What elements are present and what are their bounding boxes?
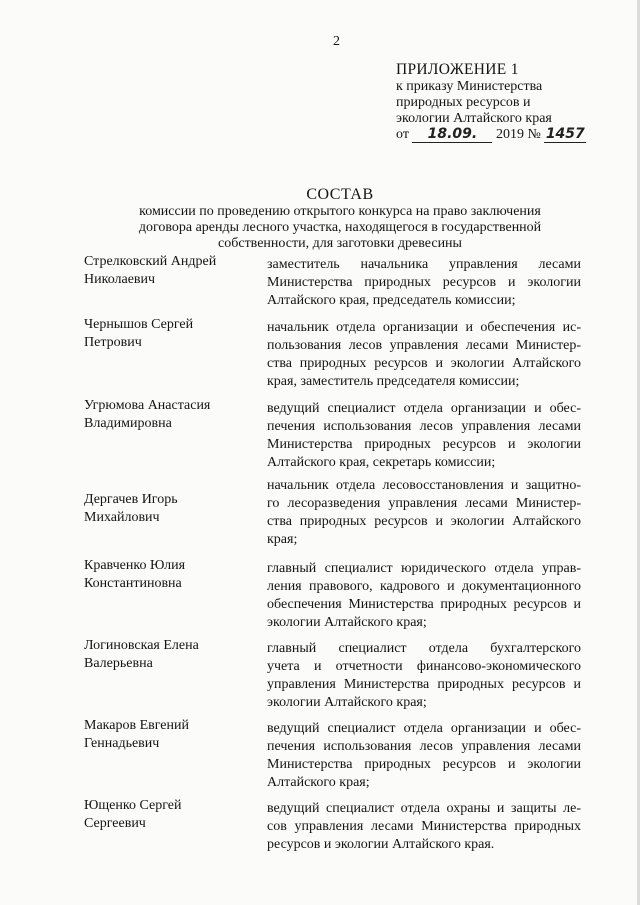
member-role xyxy=(267,720,581,792)
page-number: 2 xyxy=(333,34,340,49)
member-role xyxy=(267,319,581,391)
member-role-line: Министерства природных ресурсов и экологии xyxy=(267,437,581,452)
member-role-line: пользования лесов управления лесами Министер- xyxy=(267,338,581,353)
order-year: 2019 № xyxy=(495,127,541,142)
heading-subtitle-line: договора аренды лесного участка, находящегося в государственной xyxy=(138,220,542,235)
member-name xyxy=(84,797,254,833)
member-role-line: главный специалист отдела бухгалтерского xyxy=(267,641,581,656)
member-role-line: го лесоразведения управления лесами Министер- xyxy=(267,496,581,511)
member-name-line: Макаров Евгений xyxy=(84,718,189,733)
heading-subtitle-line: комиссии по проведению открытого конкурса на право заключения xyxy=(139,204,541,219)
member-role-line: ведущий специалист отдела организации и обес- xyxy=(267,721,581,736)
member-role-line: главный специалист юридического отдела управ- xyxy=(267,561,581,576)
member-role-line: экологии Алтайского края; xyxy=(267,615,427,630)
member-name xyxy=(84,253,254,289)
member-name-line: Николаевич xyxy=(84,272,156,287)
member-name-line: Дергачев Игорь xyxy=(84,492,178,507)
member-role-line: начальник отдела лесовосстановления и защитно- xyxy=(267,478,581,493)
order-date-handwritten: 18.09. xyxy=(427,126,478,142)
member-role-line: края; xyxy=(267,532,298,547)
heading-title: СОСТАВ xyxy=(306,186,374,203)
order-date-line xyxy=(396,127,636,143)
member-role xyxy=(267,640,581,712)
member-name-line: Стрелковский Андрей xyxy=(84,254,217,269)
member-name xyxy=(84,491,254,527)
appendix-title: ПРИЛОЖЕНИЕ 1 xyxy=(396,61,519,78)
member-name-line: Кравченко Юлия xyxy=(84,558,186,573)
heading-subtitle-line: собственности, для заготовки древесины xyxy=(218,236,462,251)
member-role-line: печения использования лесов управления лесами xyxy=(267,419,581,434)
member-role-line: экологии Алтайского края; xyxy=(267,695,427,710)
member-role-line: ведущий специалист отдела охраны и защиты ле- xyxy=(267,801,581,816)
member-name xyxy=(84,397,254,433)
member-name-line: Петрович xyxy=(84,335,142,350)
member-role-line: управления Министерства природных ресурсов и xyxy=(267,677,581,692)
member-name-line: Логиновская Елена xyxy=(84,638,199,653)
member-name-line: Константиновна xyxy=(84,576,182,591)
member-role-line: Алтайского края, секретарь комиссии; xyxy=(267,455,496,470)
member-role-line: печения использования лесов управления лесами xyxy=(267,739,581,754)
appendix-line: к приказу Министерства xyxy=(396,79,543,94)
member-role-line: Министерства природных ресурсов и экологии xyxy=(267,757,581,772)
member-role xyxy=(267,560,581,632)
member-role xyxy=(267,400,581,472)
member-name xyxy=(84,717,254,753)
member-name-line: Ющенко Сергей xyxy=(84,798,182,813)
appendix-header xyxy=(396,61,636,143)
member-role-line: учета и отчетности финансово-экономического xyxy=(267,659,581,674)
date-prefix: от xyxy=(396,127,409,142)
member-role xyxy=(267,800,581,854)
member-role-line: края, заместитель председателя комиссии; xyxy=(267,374,520,389)
member-role-line: заместитель начальника управления лесами xyxy=(267,257,581,272)
appendix-line: природных ресурсов и xyxy=(396,95,531,110)
member-name xyxy=(84,637,254,673)
member-name xyxy=(84,316,254,352)
member-role-line: Алтайского края; xyxy=(267,775,370,790)
member-name-line: Геннадьевич xyxy=(84,736,160,751)
member-name-line: Михайлович xyxy=(84,510,160,525)
member-role-line: ресурсов и экологии Алтайского края. xyxy=(267,837,495,852)
order-number-handwritten: 1457 xyxy=(545,126,585,142)
document-heading xyxy=(100,186,580,252)
order-number-field xyxy=(544,127,586,143)
member-name-line: Чернышов Сергей xyxy=(84,317,194,332)
member-role-line: Министерства природных ресурсов и экологии xyxy=(267,275,581,290)
member-role-line: Алтайского края, председатель комиссии; xyxy=(267,293,516,308)
member-role-line: ства природных ресурсов и экологии Алтайского xyxy=(267,356,581,371)
member-role-line: ления правового, кадрового и документационного xyxy=(267,579,581,594)
member-name-line: Угрюмова Анастасия xyxy=(84,398,211,413)
member-role-line: начальник отдела организации и обеспечения ис- xyxy=(267,320,581,335)
member-name-line: Сергеевич xyxy=(84,816,146,831)
member-role-line: сов управления лесами Министерства природных xyxy=(267,819,581,834)
order-date-field xyxy=(412,127,492,143)
member-name-line: Владимировна xyxy=(84,416,172,431)
member-role xyxy=(267,256,581,310)
appendix-line: экологии Алтайского края xyxy=(396,111,552,126)
member-role xyxy=(267,477,581,549)
member-name-line: Валерьевна xyxy=(84,656,153,671)
member-name xyxy=(84,557,254,593)
member-role-line: обеспечения Министерства природных ресурсов и xyxy=(267,597,581,612)
member-role-line: ства природных ресурсов и экологии Алтайского xyxy=(267,514,581,529)
member-role-line: ведущий специалист отдела организации и обес- xyxy=(267,401,581,416)
